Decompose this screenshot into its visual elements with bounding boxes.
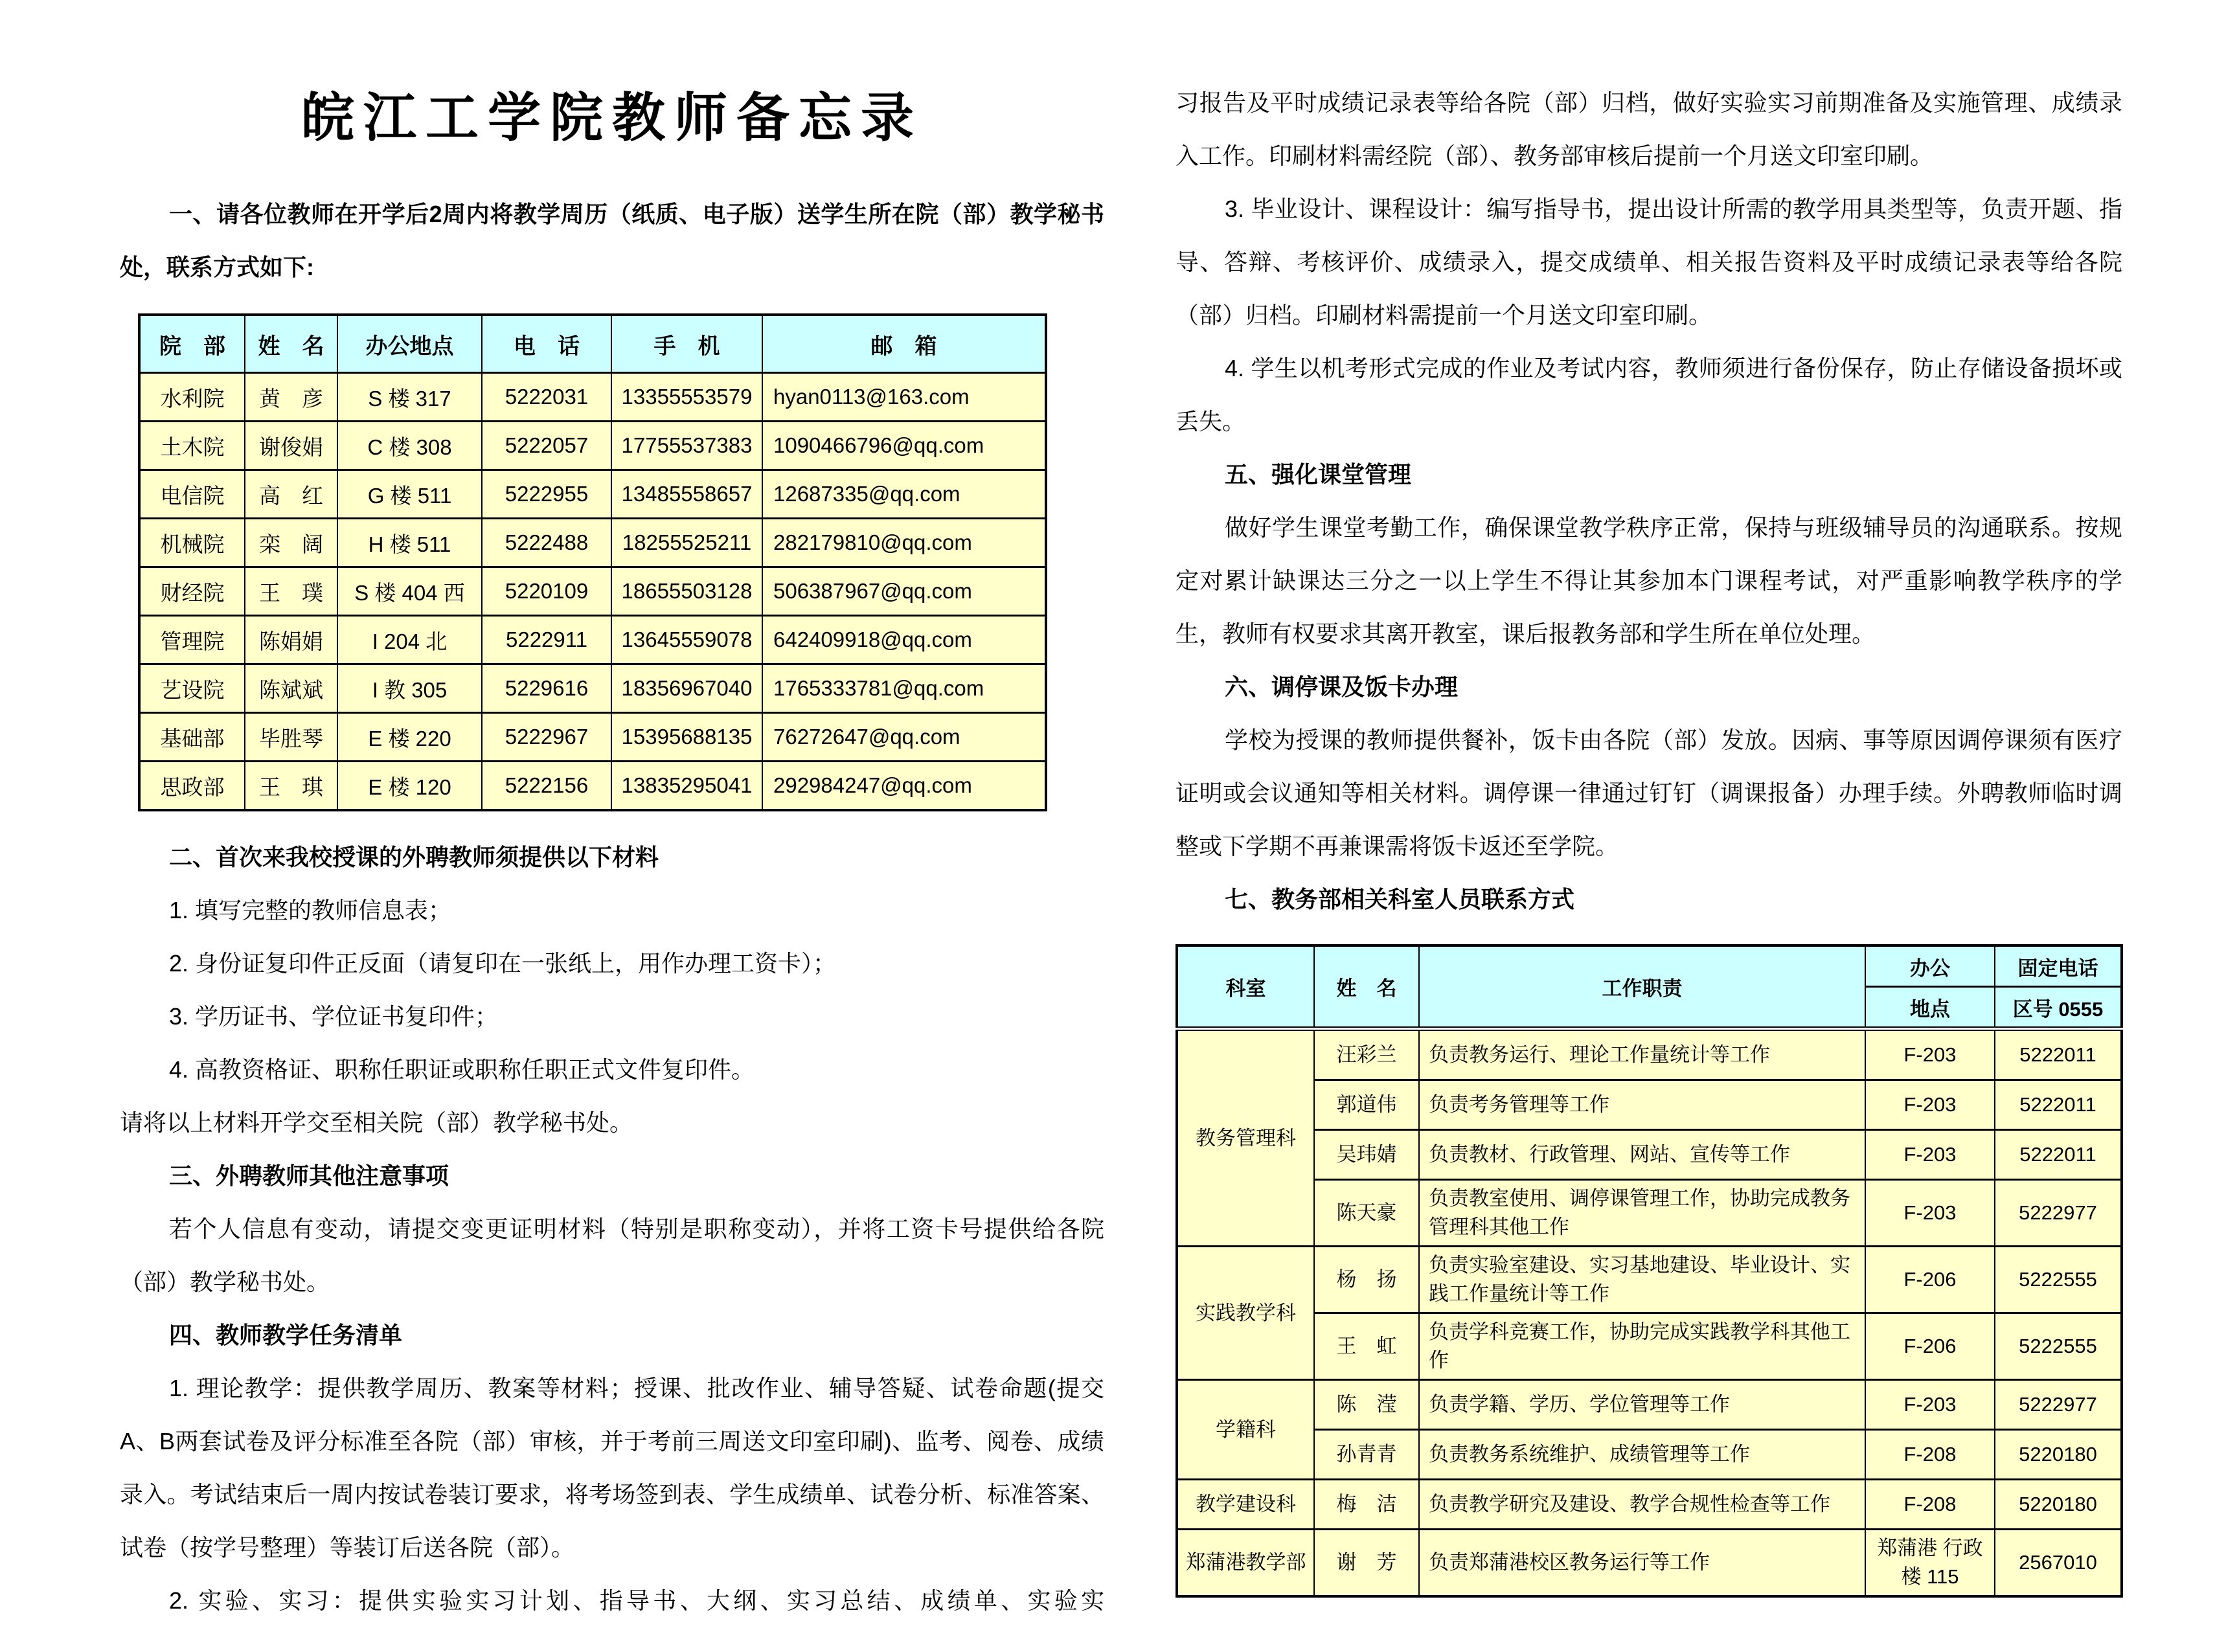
phone-cell: 5220180 bbox=[1995, 1430, 2122, 1480]
name-cell: 吴玮婧 bbox=[1314, 1130, 1419, 1180]
dept-cell: 土木院 bbox=[139, 422, 245, 470]
contact-table-row bbox=[139, 762, 1046, 811]
office-cell: H 楼 511 bbox=[337, 519, 482, 567]
name-cell: 梅 洁 bbox=[1314, 1480, 1419, 1530]
staff-table-row bbox=[1177, 1180, 2122, 1247]
office-cell: S 楼 317 bbox=[337, 373, 482, 422]
section-4-heading: 四、教师教学任务清单 bbox=[169, 1322, 403, 1348]
section-cell: 郑蒲港教学部 bbox=[1177, 1530, 1314, 1597]
staff-table-row bbox=[1177, 1480, 2122, 1530]
name-cell: 黄 彦 bbox=[245, 373, 337, 422]
contact-table-row bbox=[139, 664, 1046, 713]
staff-table-row bbox=[1177, 1130, 2122, 1180]
phone-cell: 5222955 bbox=[482, 470, 611, 519]
office-cell: E 楼 220 bbox=[337, 713, 482, 762]
duty-cell: 负责考务管理等工作 bbox=[1419, 1080, 1865, 1130]
location-cell: F-203 bbox=[1865, 1380, 1995, 1430]
section-4-item-3: 3. 毕业设计、课程设计：编写指导书，提出设计所需的教学用具类型等，负责开题、指导、答辩、考核评价、成绩录入，提交成绩单、相关报告资料及平时成绩记录表等给各院（部）归档。印刷材料需提前一个月送文印室印刷。 bbox=[1175, 196, 2122, 328]
name-cell: 谢 芳 bbox=[1314, 1530, 1419, 1597]
phone-cell: 5222011 bbox=[1995, 1130, 2122, 1180]
contact-table-row bbox=[139, 373, 1046, 422]
phone-cell: 5222488 bbox=[482, 519, 611, 567]
phone-cell: 5220180 bbox=[1995, 1480, 2122, 1530]
staff-table-header-office: 办公 bbox=[1865, 945, 1995, 987]
section-2-closing: 请将以上材料开学交至相关院（部）教学秘书处。 bbox=[120, 1109, 633, 1136]
phone-cell: 5220109 bbox=[482, 567, 611, 616]
section-7-heading: 七、教务部相关科室人员联系方式 bbox=[1225, 886, 1575, 912]
name-cell: 高 红 bbox=[245, 470, 337, 519]
name-cell: 陈斌斌 bbox=[245, 664, 337, 713]
phone-cell: 5222156 bbox=[482, 762, 611, 811]
dept-cell: 财经院 bbox=[139, 567, 245, 616]
mobile-cell: 17755537383 bbox=[611, 422, 762, 470]
duty-cell: 负责郑蒲港校区教务运行等工作 bbox=[1419, 1530, 1865, 1597]
name-cell: 孙青青 bbox=[1314, 1430, 1419, 1480]
staff-table-header-office-sub: 地点 bbox=[1865, 987, 1995, 1029]
name-cell: 栾 阔 bbox=[245, 519, 337, 567]
dept-cell: 机械院 bbox=[139, 519, 245, 567]
duty-cell: 负责学科竞赛工作，协助完成实践教学科其他工作 bbox=[1419, 1313, 1865, 1380]
staff-table-header-phone-sub: 区号 0555 bbox=[1995, 987, 2122, 1029]
continuation-paragraph: 习报告及平时成绩记录表等给各院（部）归档，做好实验实习前期准备及实施管理、成绩录入工作。印刷材料需经院（部）、教务部审核后提前一个月送文印室印刷。 bbox=[1175, 89, 2122, 169]
staff-table-row bbox=[1177, 1430, 2122, 1480]
email-cell: 1090466796@qq.com bbox=[762, 422, 1046, 470]
phone-cell: 5222031 bbox=[482, 373, 611, 422]
office-cell: C 楼 308 bbox=[337, 422, 482, 470]
section-2-item-1: 1. 填写完整的教师信息表； bbox=[169, 897, 452, 923]
section-5-heading: 五、强化课堂管理 bbox=[1225, 461, 1412, 488]
contact-table-row bbox=[139, 713, 1046, 762]
section-3-body: 若个人信息有变动，请提交变更证明材料（特别是职称变动），并将工资卡号提供给各院（部）教学秘书处。 bbox=[120, 1216, 1104, 1295]
name-cell: 谢俊娟 bbox=[245, 422, 337, 470]
section-4-item-1: 1. 理论教学：提供教学周历、教案等材料；授课、批改作业、辅导答疑、试卷命题(提交A、B两套试卷及评分标准至各院（部）审核，并于考前三周送文印室印刷)、监考、阅卷、成绩录入。考试结束后一周内按试卷装订要求，将考场签到表、学生成绩单、试卷分析、标准答案、试卷（按学号整理）等装订后送各院（部）。 bbox=[120, 1375, 1104, 1561]
contact-table-row bbox=[139, 567, 1046, 616]
email-cell: 506387967@qq.com bbox=[762, 567, 1046, 616]
duty-cell: 负责学籍、学历、学位管理等工作 bbox=[1419, 1380, 1865, 1430]
mobile-cell: 18655503128 bbox=[611, 567, 762, 616]
mobile-cell: 13645559078 bbox=[611, 616, 762, 664]
name-cell: 陈娟娟 bbox=[245, 616, 337, 664]
location-cell: F-203 bbox=[1865, 1029, 1995, 1080]
contact-table-header-cell: 电 话 bbox=[482, 315, 611, 373]
staff-table-row bbox=[1177, 1313, 2122, 1380]
name-cell: 陈 滢 bbox=[1314, 1380, 1419, 1430]
name-cell: 毕胜琴 bbox=[245, 713, 337, 762]
phone-cell: 5222011 bbox=[1995, 1029, 2122, 1080]
section-cell: 实践教学科 bbox=[1177, 1247, 1314, 1380]
email-cell: 292984247@qq.com bbox=[762, 762, 1046, 811]
contact-table-header-cell: 手 机 bbox=[611, 315, 762, 373]
location-cell: F-203 bbox=[1865, 1130, 1995, 1180]
contact-table-row bbox=[139, 616, 1046, 664]
office-cell: S 楼 404 西 bbox=[337, 567, 482, 616]
location-cell: F-208 bbox=[1865, 1480, 1995, 1530]
office-cell: I 教 305 bbox=[337, 664, 482, 713]
staff-table-header-dept: 科室 bbox=[1177, 945, 1314, 1029]
contact-table-header-cell: 办公地点 bbox=[337, 315, 482, 373]
office-cell: I 204 北 bbox=[337, 616, 482, 664]
staff-table-header-row-1 bbox=[1177, 945, 2122, 987]
dept-cell: 基础部 bbox=[139, 713, 245, 762]
name-cell: 郭道伟 bbox=[1314, 1080, 1419, 1130]
email-cell: 282179810@qq.com bbox=[762, 519, 1046, 567]
staff-table bbox=[1175, 944, 2123, 1598]
duty-cell: 负责教材、行政管理、网站、宣传等工作 bbox=[1419, 1130, 1865, 1180]
phone-cell: 5222911 bbox=[482, 616, 611, 664]
name-cell: 汪彩兰 bbox=[1314, 1029, 1419, 1080]
name-cell: 王 虹 bbox=[1314, 1313, 1419, 1380]
contact-table-header-cell: 邮 箱 bbox=[762, 315, 1046, 373]
location-cell: F-203 bbox=[1865, 1080, 1995, 1130]
phone-cell: 5222011 bbox=[1995, 1080, 2122, 1130]
staff-table-row bbox=[1177, 1380, 2122, 1430]
contact-table-row bbox=[139, 422, 1046, 470]
section-3-heading: 三、外聘教师其他注意事项 bbox=[169, 1162, 449, 1189]
phone-cell: 5222967 bbox=[482, 713, 611, 762]
mobile-cell: 15395688135 bbox=[611, 713, 762, 762]
contact-table-header-cell: 院 部 bbox=[139, 315, 245, 373]
location-cell: F-208 bbox=[1865, 1430, 1995, 1480]
mobile-cell: 18255525211 bbox=[611, 519, 762, 567]
staff-table-header-duty: 工作职责 bbox=[1419, 945, 1865, 1029]
email-cell: 76272647@qq.com bbox=[762, 713, 1046, 762]
dept-cell: 电信院 bbox=[139, 470, 245, 519]
dept-cell: 思政部 bbox=[139, 762, 245, 811]
location-cell: F-206 bbox=[1865, 1313, 1995, 1380]
staff-table-row bbox=[1177, 1080, 2122, 1130]
duty-cell: 负责实验室建设、实习基地建设、毕业设计、实践工作量统计等工作 bbox=[1419, 1247, 1865, 1313]
email-cell: hyan0113@163.com bbox=[762, 373, 1046, 422]
email-cell: 1765333781@qq.com bbox=[762, 664, 1046, 713]
duty-cell: 负责教务运行、理论工作量统计等工作 bbox=[1419, 1029, 1865, 1080]
section-6-heading: 六、调停课及饭卡办理 bbox=[1225, 673, 1459, 700]
section-5-body: 做好学生课堂考勤工作，确保课堂教学秩序正常，保持与班级辅导员的沟通联系。按规定对累计缺课达三分之一以上学生不得让其参加本门课程考试，对严重影响教学秩序的学生，教师有权要求其离开教室，课后报教务部和学生所在单位处理。 bbox=[1175, 514, 2122, 647]
phone-cell: 5222555 bbox=[1995, 1313, 2122, 1380]
mobile-cell: 18356967040 bbox=[611, 664, 762, 713]
mobile-cell: 13835295041 bbox=[611, 762, 762, 811]
contact-table bbox=[138, 313, 1047, 811]
section-4-item-2: 2. 实验、实习：提供实验实习计划、指导书、大纲、实习总结、成绩单、实验实 bbox=[169, 1587, 1104, 1614]
duty-cell: 负责教室使用、调停课管理工作，协助完成教务管理科其他工作 bbox=[1419, 1180, 1865, 1247]
staff-table-row bbox=[1177, 1530, 2122, 1597]
phone-cell: 5222977 bbox=[1995, 1380, 2122, 1430]
left-column bbox=[120, 83, 1104, 1627]
name-cell: 王 璞 bbox=[245, 567, 337, 616]
dept-cell: 水利院 bbox=[139, 373, 245, 422]
phone-cell: 5222057 bbox=[482, 422, 611, 470]
right-column bbox=[1175, 76, 2122, 1598]
section-6-body: 学校为授课的教师提供餐补，饭卡由各院（部）发放。因病、事等原因调停课须有医疗证明或会议通知等相关材料。调停课一律通过钉钉（调课报备）办理手续。外聘教师临时调整或下学期不再兼课需将饭卡返还至学院。 bbox=[1175, 727, 2122, 859]
section-cell: 教学建设科 bbox=[1177, 1480, 1314, 1530]
section-cell: 学籍科 bbox=[1177, 1380, 1314, 1480]
section-2-item-4: 4. 高教资格证、职称任职证或职称任职正式文件复印件。 bbox=[169, 1056, 755, 1083]
email-cell: 642409918@qq.com bbox=[762, 616, 1046, 664]
section-2-item-3: 3. 学历证书、学位证书复印件； bbox=[169, 1003, 499, 1030]
section-2-heading: 二、首次来我校授课的外聘教师须提供以下材料 bbox=[169, 844, 659, 870]
section-4-item-4: 4. 学生以机考形式完成的作业及考试内容，教师须进行备份保存，防止存储设备损坏或丢失。 bbox=[1175, 355, 2122, 435]
staff-table-row bbox=[1177, 1029, 2122, 1080]
section-cell: 教务管理科 bbox=[1177, 1029, 1314, 1247]
email-cell: 12687335@qq.com bbox=[762, 470, 1046, 519]
mobile-cell: 13355553579 bbox=[611, 373, 762, 422]
staff-table-row bbox=[1177, 1247, 2122, 1313]
section-1-heading: 一、请各位教师在开学后2周内将教学周历（纸质、电子版）送学生所在院（部）教学秘书处，联系方式如下: bbox=[120, 201, 1104, 280]
phone-cell: 5222555 bbox=[1995, 1247, 2122, 1313]
name-cell: 杨 扬 bbox=[1314, 1247, 1419, 1313]
mobile-cell: 13485558657 bbox=[611, 470, 762, 519]
duty-cell: 负责教务系统维护、成绩管理等工作 bbox=[1419, 1430, 1865, 1480]
staff-table-header-phone: 固定电话 bbox=[1995, 945, 2122, 987]
contact-table-row bbox=[139, 519, 1046, 567]
contact-table-header-cell: 姓 名 bbox=[245, 315, 337, 373]
location-cell: 郑蒲港 行政楼 115 bbox=[1865, 1530, 1995, 1597]
location-cell: F-203 bbox=[1865, 1180, 1995, 1247]
name-cell: 王 琪 bbox=[245, 762, 337, 811]
office-cell: E 楼 120 bbox=[337, 762, 482, 811]
phone-cell: 5229616 bbox=[482, 664, 611, 713]
contact-table-row bbox=[139, 470, 1046, 519]
phone-cell: 5222977 bbox=[1995, 1180, 2122, 1247]
page-title: 皖江工学院教师备忘录 bbox=[301, 89, 923, 148]
location-cell: F-206 bbox=[1865, 1247, 1995, 1313]
staff-table-header-name: 姓 名 bbox=[1314, 945, 1419, 1029]
name-cell: 陈天豪 bbox=[1314, 1180, 1419, 1247]
phone-cell: 2567010 bbox=[1995, 1530, 2122, 1597]
section-2-item-2: 2. 身份证复印件正反面（请复印在一张纸上，用作办理工资卡）； bbox=[169, 950, 837, 977]
office-cell: G 楼 511 bbox=[337, 470, 482, 519]
dept-cell: 管理院 bbox=[139, 616, 245, 664]
contact-table-header-row bbox=[139, 315, 1046, 373]
dept-cell: 艺设院 bbox=[139, 664, 245, 713]
duty-cell: 负责教学研究及建设、教学合规性检查等工作 bbox=[1419, 1480, 1865, 1530]
